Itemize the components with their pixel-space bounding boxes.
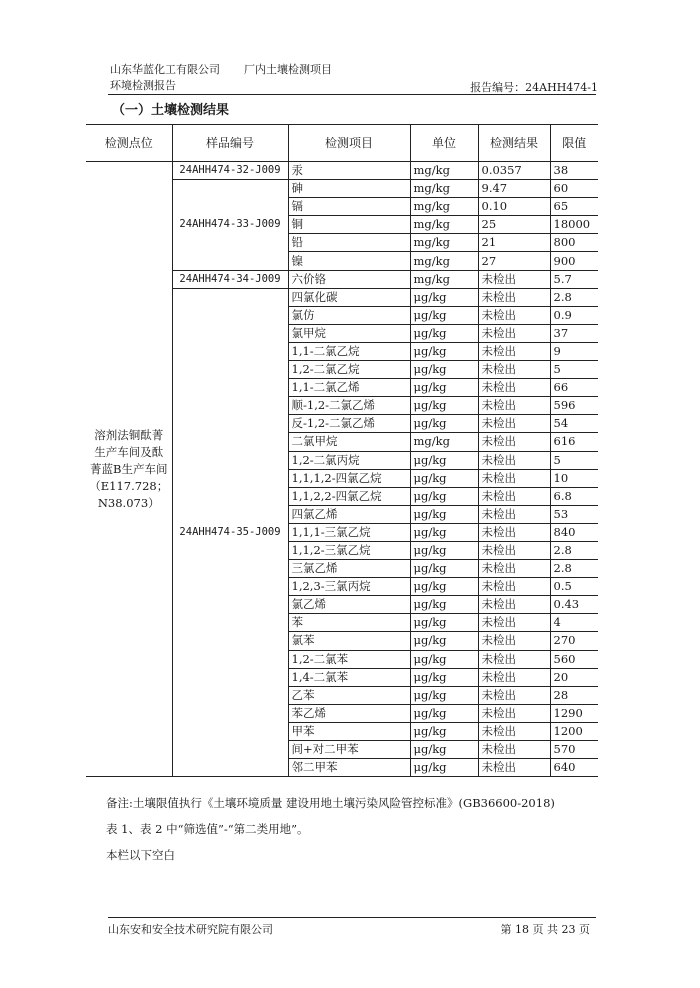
limit-cell: 640 xyxy=(550,759,598,777)
test-item-cell: 1,2,3-三氯丙烷 xyxy=(288,578,410,596)
header-project: 厂内土壤检测项目 xyxy=(244,63,332,76)
limit-cell: 2.8 xyxy=(550,560,598,578)
test-item-cell: 汞 xyxy=(288,162,410,180)
limit-cell: 560 xyxy=(550,650,598,668)
col-header-test-item: 检测项目 xyxy=(288,125,410,162)
result-cell: 未检出 xyxy=(478,487,550,505)
unit-cell: μg/kg xyxy=(410,722,478,740)
limit-cell: 54 xyxy=(550,415,598,433)
unit-cell: mg/kg xyxy=(410,162,478,180)
limit-cell: 5 xyxy=(550,361,598,379)
location-cell: 溶剂法铜酞菁生产车间及酞菁蓝B生产车间（E117.728；N38.073） xyxy=(86,162,172,777)
limit-cell: 66 xyxy=(550,379,598,397)
result-cell: 未检出 xyxy=(478,541,550,559)
unit-cell: μg/kg xyxy=(410,541,478,559)
test-item-cell: 氯苯 xyxy=(288,632,410,650)
result-cell: 9.47 xyxy=(478,180,550,198)
result-cell: 21 xyxy=(478,234,550,252)
sample-id-cell: 24AHH474-35-J009 xyxy=(172,288,288,777)
limit-cell: 570 xyxy=(550,741,598,759)
col-header-limit: 限值 xyxy=(550,125,598,162)
test-item-cell: 铅 xyxy=(288,234,410,252)
test-item-cell: 顺-1,2-二氯乙烯 xyxy=(288,397,410,415)
result-cell: 25 xyxy=(478,216,550,234)
result-cell: 未检出 xyxy=(478,650,550,668)
col-header-location: 检测点位 xyxy=(86,125,172,162)
limit-cell: 60 xyxy=(550,180,598,198)
result-cell: 0.0357 xyxy=(478,162,550,180)
unit-cell: μg/kg xyxy=(410,650,478,668)
unit-cell: μg/kg xyxy=(410,686,478,704)
limit-cell: 18000 xyxy=(550,216,598,234)
limit-cell: 38 xyxy=(550,162,598,180)
unit-cell: μg/kg xyxy=(410,487,478,505)
limit-cell: 840 xyxy=(550,523,598,541)
result-cell: 未检出 xyxy=(478,759,550,777)
test-item-cell: 砷 xyxy=(288,180,410,198)
sample-id-cell: 24AHH474-32-J009 xyxy=(172,162,288,180)
unit-cell: μg/kg xyxy=(410,704,478,722)
unit-cell: μg/kg xyxy=(410,288,478,306)
result-cell: 未检出 xyxy=(478,306,550,324)
test-item-cell: 1,2-二氯苯 xyxy=(288,650,410,668)
result-cell: 未检出 xyxy=(478,324,550,342)
unit-cell: mg/kg xyxy=(410,180,478,198)
test-item-cell: 1,1-二氯乙烷 xyxy=(288,342,410,360)
limit-cell: 53 xyxy=(550,505,598,523)
col-header-sample-id: 样品编号 xyxy=(172,125,288,162)
result-cell: 未检出 xyxy=(478,451,550,469)
test-item-cell: 氯乙烯 xyxy=(288,596,410,614)
result-cell: 未检出 xyxy=(478,361,550,379)
test-item-cell: 镍 xyxy=(288,252,410,270)
unit-cell: μg/kg xyxy=(410,505,478,523)
table-header-row xyxy=(86,125,598,162)
test-item-cell: 镉 xyxy=(288,198,410,216)
test-item-cell: 铜 xyxy=(288,216,410,234)
header-divider xyxy=(108,94,596,95)
result-cell: 27 xyxy=(478,252,550,270)
unit-cell: mg/kg xyxy=(410,270,478,288)
result-cell: 未检出 xyxy=(478,741,550,759)
unit-cell: μg/kg xyxy=(410,342,478,360)
test-item-cell: 氯甲烷 xyxy=(288,324,410,342)
result-cell: 未检出 xyxy=(478,415,550,433)
result-cell: 未检出 xyxy=(478,397,550,415)
limit-cell: 0.9 xyxy=(550,306,598,324)
test-item-cell: 1,1,2-三氯乙烷 xyxy=(288,541,410,559)
limit-cell: 0.43 xyxy=(550,596,598,614)
result-cell: 未检出 xyxy=(478,632,550,650)
limit-cell: 900 xyxy=(550,252,598,270)
limit-cell: 5.7 xyxy=(550,270,598,288)
test-item-cell: 苯乙烯 xyxy=(288,704,410,722)
unit-cell: μg/kg xyxy=(410,397,478,415)
limit-cell: 616 xyxy=(550,433,598,451)
sample-id-cell: 24AHH474-33-J009 xyxy=(172,180,288,270)
unit-cell: μg/kg xyxy=(410,578,478,596)
test-item-cell: 1,1,1-三氯乙烷 xyxy=(288,523,410,541)
test-item-cell: 四氯化碳 xyxy=(288,288,410,306)
table-body xyxy=(86,162,598,777)
test-item-cell: 氯仿 xyxy=(288,306,410,324)
unit-cell: μg/kg xyxy=(410,614,478,632)
limit-cell: 2.8 xyxy=(550,288,598,306)
unit-cell: μg/kg xyxy=(410,596,478,614)
test-item-cell: 1,2-二氯乙烷 xyxy=(288,361,410,379)
limit-cell: 1290 xyxy=(550,704,598,722)
result-cell: 未检出 xyxy=(478,668,550,686)
test-item-cell: 1,1,2,2-四氯乙烷 xyxy=(288,487,410,505)
result-cell: 未检出 xyxy=(478,686,550,704)
limit-cell: 37 xyxy=(550,324,598,342)
result-cell: 未检出 xyxy=(478,505,550,523)
test-item-cell: 六价铬 xyxy=(288,270,410,288)
test-item-cell: 间+对二甲苯 xyxy=(288,741,410,759)
unit-cell: μg/kg xyxy=(410,759,478,777)
result-cell: 未检出 xyxy=(478,614,550,632)
limit-cell: 1200 xyxy=(550,722,598,740)
test-item-cell: 邻二甲苯 xyxy=(288,759,410,777)
unit-cell: μg/kg xyxy=(410,451,478,469)
result-cell: 未检出 xyxy=(478,578,550,596)
test-item-cell: 1,1,1,2-四氯乙烷 xyxy=(288,469,410,487)
unit-cell: mg/kg xyxy=(410,234,478,252)
limit-cell: 800 xyxy=(550,234,598,252)
limit-cell: 9 xyxy=(550,342,598,360)
note-screening: 表 1、表 2 中“筛选值”-“第二类用地”。 xyxy=(106,822,309,836)
footer-organization: 山东安和安全技术研究院有限公司 xyxy=(108,923,273,936)
table-row xyxy=(86,162,598,180)
result-cell: 未检出 xyxy=(478,704,550,722)
limit-cell: 28 xyxy=(550,686,598,704)
result-cell: 未检出 xyxy=(478,288,550,306)
sample-id-cell: 24AHH474-34-J009 xyxy=(172,270,288,288)
unit-cell: μg/kg xyxy=(410,324,478,342)
col-header-result: 检测结果 xyxy=(478,125,550,162)
unit-cell: μg/kg xyxy=(410,379,478,397)
result-cell: 未检出 xyxy=(478,596,550,614)
limit-cell: 270 xyxy=(550,632,598,650)
test-item-cell: 1,1-二氯乙烯 xyxy=(288,379,410,397)
footer-page-number: 第 18 页 共 23 页 xyxy=(500,923,590,936)
unit-cell: mg/kg xyxy=(410,252,478,270)
test-item-cell: 乙苯 xyxy=(288,686,410,704)
limit-cell: 4 xyxy=(550,614,598,632)
test-item-cell: 甲苯 xyxy=(288,722,410,740)
section-title: （一）土壤检测结果 xyxy=(112,103,230,118)
unit-cell: μg/kg xyxy=(410,306,478,324)
limit-cell: 0.5 xyxy=(550,578,598,596)
unit-cell: μg/kg xyxy=(410,361,478,379)
test-item-cell: 二氯甲烷 xyxy=(288,433,410,451)
footer-divider xyxy=(108,917,596,918)
unit-cell: mg/kg xyxy=(410,216,478,234)
header-report-number: 报告编号：24AHH474-1 xyxy=(470,81,598,94)
limit-cell: 596 xyxy=(550,397,598,415)
test-item-cell: 反-1,2-二氯乙烯 xyxy=(288,415,410,433)
test-item-cell: 四氯乙烯 xyxy=(288,505,410,523)
test-item-cell: 三氯乙烯 xyxy=(288,560,410,578)
result-cell: 未检出 xyxy=(478,270,550,288)
unit-cell: μg/kg xyxy=(410,632,478,650)
test-item-cell: 1,4-二氯苯 xyxy=(288,668,410,686)
unit-cell: μg/kg xyxy=(410,560,478,578)
limit-cell: 20 xyxy=(550,668,598,686)
note-blank: 本栏以下空白 xyxy=(106,848,175,862)
result-cell: 未检出 xyxy=(478,523,550,541)
result-cell: 未检出 xyxy=(478,722,550,740)
header-report-type: 环境检测报告 xyxy=(110,79,176,92)
unit-cell: μg/kg xyxy=(410,415,478,433)
test-item-cell: 1,2-二氯丙烷 xyxy=(288,451,410,469)
result-cell: 未检出 xyxy=(478,433,550,451)
unit-cell: μg/kg xyxy=(410,523,478,541)
result-cell: 未检出 xyxy=(478,379,550,397)
limit-cell: 5 xyxy=(550,451,598,469)
unit-cell: mg/kg xyxy=(410,198,478,216)
result-cell: 0.10 xyxy=(478,198,550,216)
note-standard: 备注:土壤限值执行《土壤环境质量 建设用地土壤污染风险管控标准》(GB36600-2018) xyxy=(106,796,555,810)
limit-cell: 2.8 xyxy=(550,541,598,559)
result-cell: 未检出 xyxy=(478,469,550,487)
unit-cell: μg/kg xyxy=(410,469,478,487)
unit-cell: μg/kg xyxy=(410,741,478,759)
results-table xyxy=(86,124,598,777)
result-cell: 未检出 xyxy=(478,560,550,578)
limit-cell: 10 xyxy=(550,469,598,487)
limit-cell: 65 xyxy=(550,198,598,216)
test-item-cell: 苯 xyxy=(288,614,410,632)
result-cell: 未检出 xyxy=(478,342,550,360)
header-company: 山东华蓝化工有限公司 xyxy=(110,63,220,76)
unit-cell: mg/kg xyxy=(410,433,478,451)
col-header-unit: 单位 xyxy=(410,125,478,162)
limit-cell: 6.8 xyxy=(550,487,598,505)
unit-cell: μg/kg xyxy=(410,668,478,686)
